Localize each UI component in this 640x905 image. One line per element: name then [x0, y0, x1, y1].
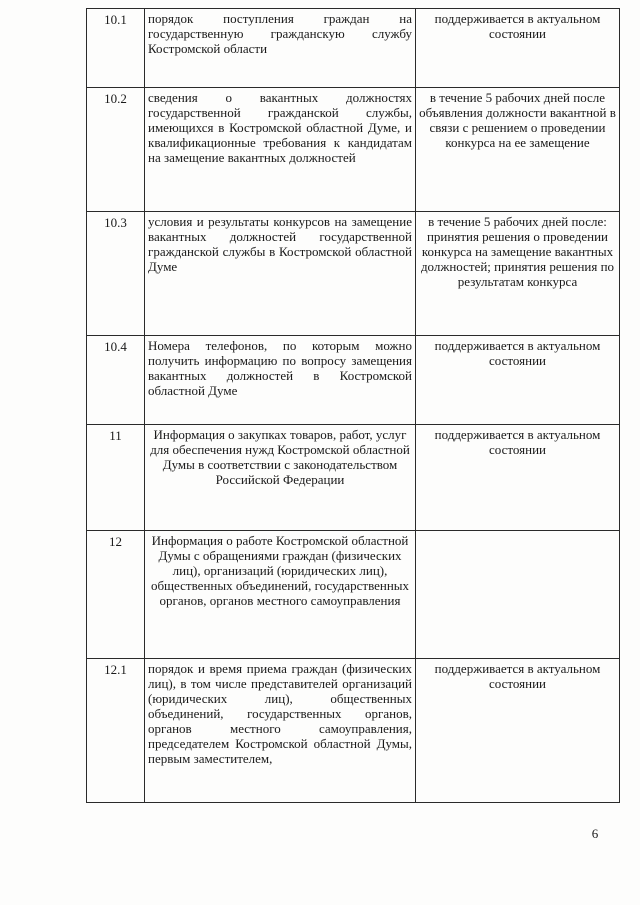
row-term: в течение 5 рабочих дней после: принятия решения о проведении конкурса на замещение вакантных должностей; принятия решения по результатам конкурса — [416, 212, 620, 336]
row-information: порядок и время приема граждан (физических лиц), в том числе представителей организаций (юридических лиц), общественных объединений, государственных органов, органов местного самоуправления, председателем Костромской областной Думы, первым заместителем, — [145, 659, 416, 803]
information-table — [86, 8, 620, 803]
row-information: сведения о вакантных должностях государственной гражданской службы, имеющихся в Костромской областной Думе, и квалификационные требования к кандидатам на замещение вакантных должностей — [145, 88, 416, 212]
row-term: поддерживается в актуальном состоянии — [416, 659, 620, 803]
row-information: порядок поступления граждан на государственную гражданскую службу Костромской области — [145, 9, 416, 88]
row-term: в течение 5 рабочих дней после объявления должности вакантной в связи с решением о проведении конкурса на ее замещение — [416, 88, 620, 212]
table-row — [87, 88, 620, 212]
row-information: Информация о работе Костромской областной Думы с обращениями граждан (физических лиц), организаций (юридических лиц), общественных объединений, государственных органов, органов местного самоуправления — [145, 531, 416, 659]
row-term — [416, 531, 620, 659]
table-row — [87, 336, 620, 425]
table-row — [87, 659, 620, 803]
row-number: 10.1 — [87, 9, 145, 88]
row-number: 11 — [87, 425, 145, 531]
row-number: 12 — [87, 531, 145, 659]
row-term: поддерживается в актуальном состоянии — [416, 336, 620, 425]
row-information: условия и результаты конкурсов на замещение вакантных должностей государственной гражданской службы в Костромской областной Думе — [145, 212, 416, 336]
row-number: 10.4 — [87, 336, 145, 425]
page-number: 6 — [591, 826, 599, 841]
table-row — [87, 531, 620, 659]
row-information: Номера телефонов, по которым можно получить информацию по вопросу замещения вакантных должностей в Костромской областной Думе — [145, 336, 416, 425]
row-term: поддерживается в актуальном состоянии — [416, 425, 620, 531]
row-term: поддерживается в актуальном состоянии — [416, 9, 620, 88]
table-row — [87, 212, 620, 336]
row-information: Информация о закупках товаров, работ, услуг для обеспечения нужд Костромской областной Думы в соответствии с законодательством Российской Федерации — [145, 425, 416, 531]
row-number: 10.2 — [87, 88, 145, 212]
table-row — [87, 425, 620, 531]
row-number: 12.1 — [87, 659, 145, 803]
row-number: 10.3 — [87, 212, 145, 336]
table-row — [87, 9, 620, 88]
